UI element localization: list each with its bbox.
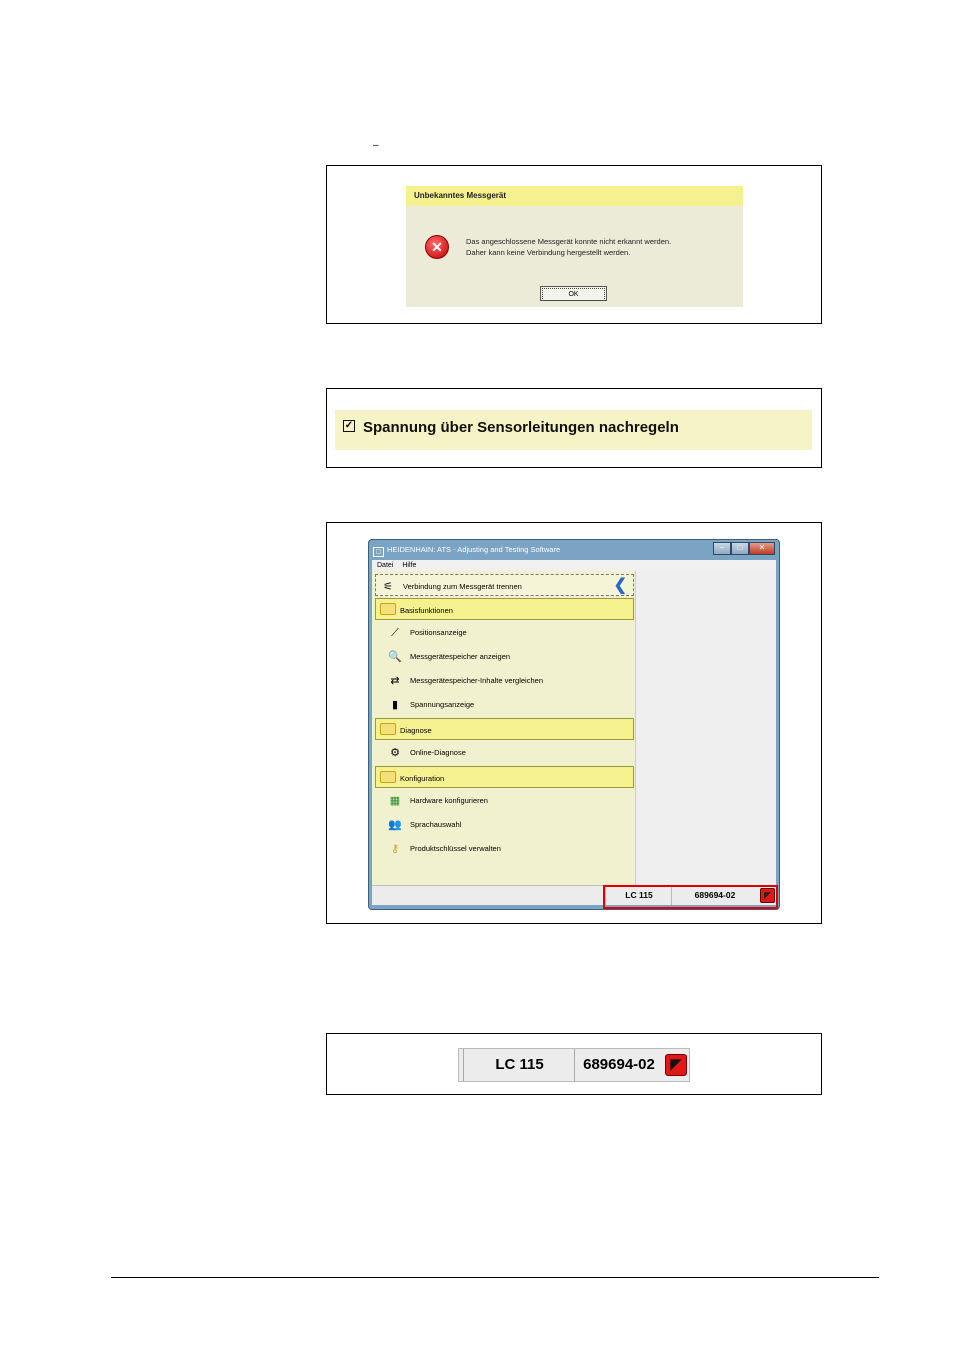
tree-item-produktschluessel[interactable] <box>375 837 501 860</box>
users-icon: 👥 <box>388 819 402 832</box>
window-title: HEIDENHAIN: ATS - Adjusting and Testing Software <box>387 545 561 554</box>
disconnect-item[interactable] <box>375 574 634 596</box>
group-label: Basisfunktionen <box>400 606 453 615</box>
folder-icon <box>380 723 396 735</box>
footer-rule <box>111 1277 879 1278</box>
ok-button[interactable] <box>540 286 607 301</box>
tree-item-speicher-vergleichen[interactable] <box>375 669 543 692</box>
window-title-bar <box>373 542 560 558</box>
memory-magnifier-icon: 🔍 <box>388 651 402 664</box>
item-label: Messgerätespeicher-Inhalte vergleichen <box>410 676 543 685</box>
group-label: Diagnose <box>400 726 432 735</box>
zoom-status-id: 689694-02 <box>574 1049 663 1081</box>
gear-globe-icon: ⚙ <box>390 747 400 760</box>
tree-item-online-diagnose[interactable] <box>375 741 466 764</box>
app-window <box>368 539 780 910</box>
figure-app-window <box>326 522 822 924</box>
function-tree <box>372 571 636 887</box>
tree-item-positionsanzeige[interactable] <box>375 621 467 644</box>
group-label: Konfiguration <box>400 774 445 783</box>
menu-datei[interactable]: Datei <box>377 562 394 569</box>
figure-status-zoom <box>326 1033 822 1095</box>
client-area <box>372 571 776 887</box>
figure-checkbox-option <box>326 388 822 468</box>
key-icon: ⚷ <box>390 843 400 856</box>
group-diagnose[interactable] <box>375 718 634 740</box>
tree-item-spannungsanzeige[interactable] <box>375 693 474 716</box>
folder-icon <box>380 771 396 783</box>
dialog-message-line-2: Daher kann keine Verbindung hergestellt werden. <box>466 248 631 257</box>
dialog-message-line-1: Das angeschlossene Messgerät konnte nicht erkannt werden. <box>466 237 672 246</box>
status-device: LC 115 <box>605 886 672 905</box>
group-basisfunktionen[interactable] <box>375 598 634 620</box>
error-dialog <box>406 186 743 307</box>
battery-icon: ▮ <box>391 699 399 712</box>
status-id: 689694-02 <box>671 886 758 905</box>
circuit-board-icon: ▦ <box>389 795 401 808</box>
zoom-status-device: LC 115 <box>463 1049 575 1081</box>
item-label: Messgerätespeicher anzeigen <box>410 652 511 661</box>
item-label: Sprachauswahl <box>410 820 462 829</box>
disconnect-label: Verbindung zum Messgerät trennen <box>403 582 522 591</box>
app-icon: ▢ <box>373 547 384 557</box>
window-controls <box>713 542 775 555</box>
item-label: Online-Diagnose <box>410 748 466 757</box>
item-label: Produktschlüssel verwalten <box>410 844 501 853</box>
figure-error-dialog <box>326 165 822 324</box>
maximize-button[interactable]: □ <box>731 542 749 555</box>
power-status-icon[interactable]: ◤ <box>665 1054 687 1076</box>
status-bar-zoom <box>458 1048 690 1082</box>
tree-item-speicher-anzeigen[interactable] <box>375 645 510 668</box>
status-highlight-box <box>603 885 778 909</box>
minimize-button[interactable]: – <box>713 542 731 555</box>
group-konfiguration[interactable] <box>375 766 634 788</box>
dialog-title: Unbekanntes Messgerät <box>406 186 743 206</box>
back-arrow-icon[interactable]: ❮ <box>613 577 627 594</box>
power-status-icon[interactable]: ◤ <box>760 888 775 903</box>
error-icon: ✕ <box>425 235 449 259</box>
item-label: Positionsanzeige <box>410 628 467 637</box>
menu-hilfe[interactable]: Hilfe <box>402 562 417 569</box>
tree-item-hardware[interactable] <box>375 789 488 812</box>
page-mark: – <box>373 140 379 151</box>
compare-icon: ⇄ <box>390 675 400 688</box>
checkbox-label: Spannung über Sensorleitungen nachregeln <box>363 419 679 436</box>
ok-button-label: OK <box>542 288 605 301</box>
folder-icon <box>380 603 396 615</box>
menu-bar <box>372 560 776 571</box>
checkbox-row <box>335 410 812 450</box>
close-button[interactable]: ✕ <box>749 542 775 555</box>
dialog-message <box>466 236 671 258</box>
chart-icon: ⟋ <box>391 627 399 640</box>
sensor-voltage-checkbox[interactable]: ✓ <box>344 420 354 431</box>
tree-item-sprachauswahl[interactable] <box>375 813 461 836</box>
cable-icon: ⚟ <box>383 581 393 594</box>
item-label: Spannungsanzeige <box>410 700 475 709</box>
item-label: Hardware konfigurieren <box>410 796 488 805</box>
